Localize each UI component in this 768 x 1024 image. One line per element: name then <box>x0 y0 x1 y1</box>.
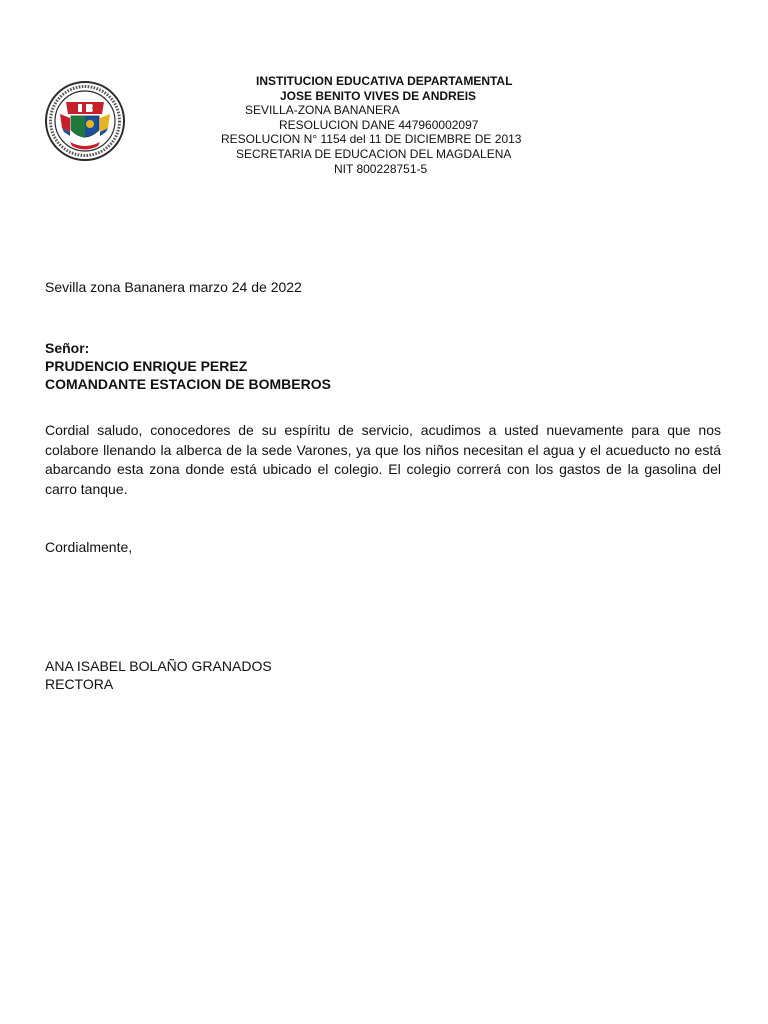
salutation: Señor: <box>45 340 90 356</box>
letter-body: Cordial saludo, conocedores de su espíritu de servicio, acudimos a usted nuevamente para que nos colabore llenando la alberca de la sede Varones, ya que los niños necesitan el agua y el acueducto no está abarcando esta zona donde está ubicado el colegio. El colegio correrá con los gastos de la gasolina del carro tanque. <box>45 422 721 497</box>
nit-number: NIT 800228751-5 <box>334 161 428 176</box>
resolution-number: RESOLUCION N° 1154 del 11 DE DICIEMBRE DE 2013 <box>221 132 522 147</box>
school-location: SEVILLA-ZONA BANANERA <box>245 103 400 118</box>
school-name: JOSE BENITO VIVES DE ANDREIS <box>280 88 477 103</box>
recipient-title: COMANDANTE ESTACION DE BOMBEROS <box>45 376 331 392</box>
letterhead <box>150 74 680 176</box>
recipient-name: PRUDENCIO ENRIQUE PEREZ <box>45 358 248 374</box>
dane-resolution: RESOLUCION DANE 447960002097 <box>279 117 479 132</box>
letter-closing: Cordialmente, <box>45 539 133 555</box>
school-crest-icon <box>44 80 126 162</box>
recipient-block <box>45 339 331 393</box>
signature-block <box>45 657 272 693</box>
institution-name: INSTITUCION EDUCATIVA DEPARTAMENTAL <box>256 74 513 88</box>
signer-name: ANA ISABEL BOLAÑO GRANADOS <box>45 658 272 674</box>
letter-date: Sevilla zona Bananera marzo 24 de 2022 <box>45 279 302 295</box>
signer-title: RECTORA <box>45 676 114 692</box>
secretariat: SECRETARIA DE EDUCACION DEL MAGDALENA <box>236 146 512 161</box>
